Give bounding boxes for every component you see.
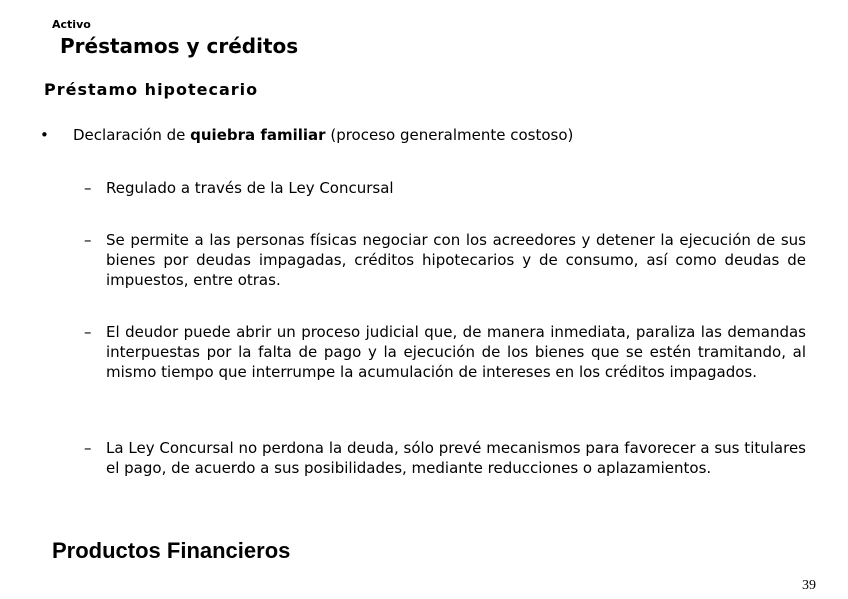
sub-item-text: Se permite a las personas físicas negociar con los acreedores y detener la ejecución de sus bienes por deudas impagadas, créditos hipotecarios y de consumo, así como deudas de impuestos, entre otras. xyxy=(106,231,806,289)
bullet-prefix: Declaración de xyxy=(73,126,191,144)
sub-item-marker: – xyxy=(84,231,92,249)
sub-item-text: El deudor puede abrir un proceso judicial que, de manera inmediata, paraliza las demandas interpuestas por la falta de pago y la ejecución de los bienes que se estén tramitando, al mismo tiempo que interrumpe la acumulación de intereses en los créditos impagados. xyxy=(106,323,806,381)
section-label: Activo xyxy=(52,18,91,31)
footer-title: Productos Financieros xyxy=(52,538,291,563)
bullet-text xyxy=(73,125,573,145)
bullet-suffix: (proceso generalmente costoso) xyxy=(325,126,574,144)
sub-item-text: La Ley Concursal no perdona la deuda, sólo prevé mecanismos para favorecer a sus titulares el pago, de acuerdo a sus posibilidades, mediante reducciones o aplazamientos. xyxy=(106,439,806,477)
sub-item-text: Regulado a través de la Ley Concursal xyxy=(106,179,394,197)
sub-item xyxy=(84,322,806,382)
page-number: 39 xyxy=(802,578,816,593)
section-subtitle: Préstamo hipotecario xyxy=(44,80,259,99)
sub-item xyxy=(84,178,806,198)
sub-item-marker: – xyxy=(84,439,92,457)
bullet-marker: • xyxy=(40,126,49,144)
sub-item xyxy=(84,230,806,290)
bullet-emphasis: quiebra familiar xyxy=(190,126,326,144)
sub-item-marker: – xyxy=(84,179,92,197)
sub-item-marker: – xyxy=(84,323,92,341)
page-title: Préstamos y créditos xyxy=(60,34,299,58)
sub-item xyxy=(84,438,806,478)
